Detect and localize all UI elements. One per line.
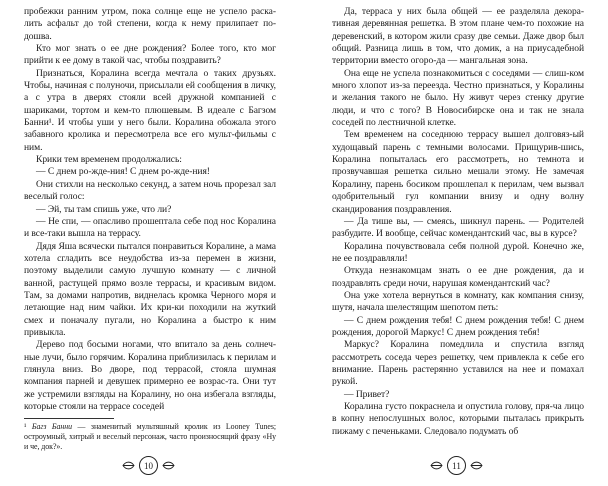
leaf-ornament-icon — [162, 460, 175, 471]
paragraph: — С днем рождения тебя! С днем рождения тебя! С днем рождения, дорогой Маркус! С днем рождения тебя! — [332, 314, 584, 338]
paragraph: — Не спи, — опасливо прошептала себе под нос Коралина и все-таки вышла на террасу. — [24, 215, 276, 240]
leaf-ornament-icon — [430, 460, 443, 471]
paragraph: Крики тем временем продолжались: — [36, 154, 182, 166]
leaf-ornament-icon — [470, 460, 483, 471]
paragraph: — Привет? — [344, 388, 390, 400]
footnote-marker: ¹ — [24, 422, 27, 432]
paragraph: — Эй, ты там спишь уже, что ли? — [36, 203, 172, 215]
paragraph: Кто мог знать о ее дне рождения? Более того, кто мог прийти к ее дому в такой час, чтобы поздравить? — [24, 43, 276, 67]
footnote-term: Багз Банни — [31, 422, 73, 432]
left-page — [24, 6, 276, 451]
page-number: 10 — [139, 456, 158, 475]
right-page — [332, 6, 584, 438]
paragraph: — С днем ро-жде-ния! С днем ро-жде-ния! — [36, 166, 210, 178]
paragraph: Тем временем на соседнюю террасу вышел долговяз-ый худощавый парень с темными волосами. Прищурив-шись, Коралина попыталась его рассмотреть, но темнота и прозвучавшая решетка сильно мешали этому. Не замечая Коралину, парень босиком прошлепал к перилам, чем вызвал одобрительный гул компании внизу и одну волну скандирования поздравления. — [332, 129, 584, 215]
page-number: 11 — [447, 456, 466, 475]
paragraph: Дядя Яша всячески пытался понравиться Коралине, а мама хотела сгладить все неудобства из-за перемен в жизни, поэтому выделили самую лучшую комнату — с личной ванной, растущей прямо возле террасы, и красивым видом. Там, за домами напротив, виднелась кромка Черного моря и летающие над ним чайки. Их кри-ки походили на жуткий смех и поначалу пугали, но Коралина а быстро к ним привыкла. — [24, 240, 276, 338]
footnote — [24, 422, 276, 451]
paragraph: Дерево под босыми ногами, что впитало за день солнеч-ные лучи, было горячим. Коралина приблизилась к перилам и глянула вниз. Во дворе, под террасой, стояла шумная компания парней и девушек примерно ее возрас-та. Они тут же устремили взгляды на Коралину, но она избегала взгляды, которые стояли на террасе соседей — [24, 339, 276, 412]
leaf-ornament-icon — [122, 460, 135, 471]
page-number-right — [430, 456, 483, 475]
paragraph: Они стихли на несколько секунд, а затем ночь прорезал зал веселый голос: — [24, 178, 276, 203]
paragraph: Да, терраса у них была общей — ее разделяла декора-тивная деревянная решетка. В этом плане чем-то похожие на деревенский, в котором жили сразу две семьи. Даже двор был общий. Разница лишь в том, что домик, а на приусадебной территории вместо огоро-да — мангальная зона. — [332, 6, 584, 67]
paragraph: — Да тише вы, — смеясь, шикнул парень. — Родителей разбудите. И вообще, сейчас комендантский час, вы в курсе? — [332, 215, 584, 240]
left-page-text — [24, 6, 276, 413]
paragraph: пробежки ранним утром, пока солнце еще не успело раска-лить асфальт до той степени, когда к нему прилипает по-дошва. — [24, 6, 276, 42]
paragraph: Откуда незнакомцам знать о ее дне рождения, да и поздравлять среди ночи, нарушая комендантский час? — [332, 265, 584, 289]
paragraph: Она еще не успела познакомиться с соседями — слиш-ком много хлопот из-за переезда. Честно признаться, у Коралины и желания такого не было. Ну живут через стенку другие люди, и что с того? В Новосибирске она и так не знала соседей по лестничной клетке. — [332, 67, 584, 129]
paragraph: Она уже хотела вернуться в комнату, как компания снизу, шутя, начала шелестящим шепотом петь: — [332, 289, 584, 314]
paragraph: Признаться, Коралина всегда мечтала о таких друзьях. Чтобы, начиная с полуночи, присылали ей сообщения в личку, а с утра в дверях стояли всей дружной компанией с шариками, тортом и кем-то плюшевым. В идеале с Багзом Банни¹. И чтобы уши у него были. Коралина обожала этого забавного кролика и пересмотрела все его мульт-фильмы с ним. — [24, 67, 276, 153]
footnote-divider — [24, 418, 114, 419]
right-page-text — [332, 6, 584, 438]
paragraph: Коралина густо покраснела и опустила голову, пря-ча лицо в копну непослушных волос, которыми пыталась прикрыть пижаму с печеньками. Следовало подумать об — [332, 401, 584, 437]
footnote-text: — знаменитый мультяшный кролик из Looney Tunes; остроумный, хитрый и веселый персонаж, часто произносящий фразу «Ну и че, док?». — [24, 422, 276, 451]
paragraph: Маркус? Коралина помедлила и спустила взгляд рассмотреть соседа через решетку, чем привлекла к себе его внимание. Парень растерянно уставился на нее и помахал рукой. — [332, 339, 584, 388]
page-number-left — [122, 456, 175, 475]
paragraph: Коралина почувствовала себя полной дурой. Конечно же, не ее поздравляли! — [332, 240, 584, 264]
